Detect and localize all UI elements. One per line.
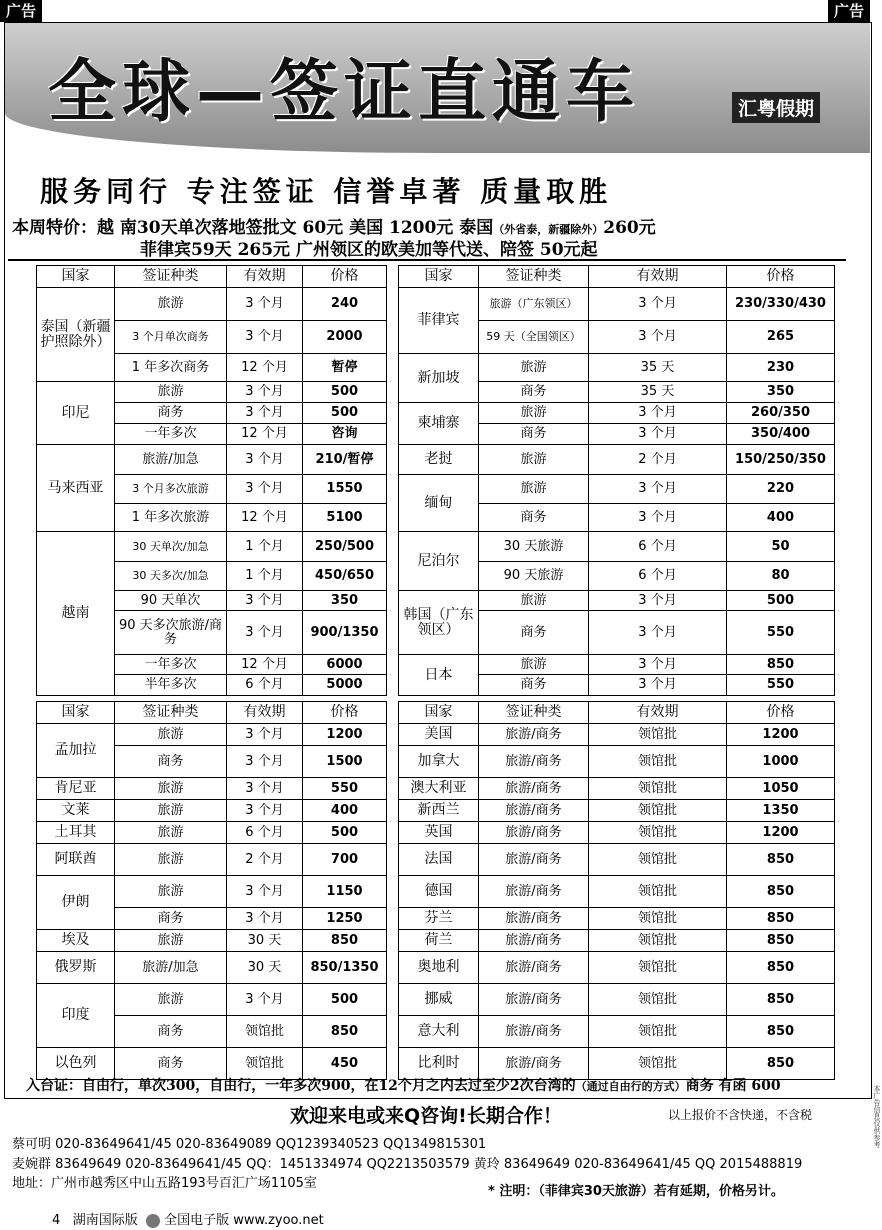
ad-tag-left: 广告 <box>0 0 42 22</box>
table-cell: 领馆批 <box>589 746 727 778</box>
table-cell: 半年多次 <box>115 675 227 696</box>
table-header <box>399 702 835 724</box>
table-cell: 700 <box>303 844 387 876</box>
table-cell: 领馆批 <box>589 984 727 1016</box>
table-cell: 德国 <box>399 876 479 908</box>
table-cell: 3 个月 <box>227 321 303 354</box>
table-cell: 30 天旅游 <box>479 532 589 562</box>
table-cell: 商务 <box>115 1016 227 1048</box>
table-cell: 220 <box>727 475 835 504</box>
table-cell: 土耳其 <box>37 822 115 844</box>
table-cell: 1000 <box>727 746 835 778</box>
header-country: 国家 <box>37 702 115 724</box>
table-cell: 旅游 <box>479 655 589 675</box>
table-row <box>37 724 387 746</box>
table-cell: 1050 <box>727 778 835 800</box>
table-cell: 59 天（全国领区） <box>479 321 589 354</box>
table-cell: 阿联酋 <box>37 844 115 876</box>
table-row <box>37 822 387 844</box>
table-cell: 旅游/商务 <box>479 746 589 778</box>
table-cell: 领馆批 <box>589 908 727 930</box>
table-row <box>37 778 387 800</box>
table-row <box>37 800 387 822</box>
table-cell: 商务 <box>479 675 589 696</box>
table-cell: 30 天多次/加急 <box>115 562 227 591</box>
page-footer <box>52 1209 324 1228</box>
table-cell: 1 个月 <box>227 562 303 591</box>
table-cell: 商务 <box>479 611 589 655</box>
table-cell: 500 <box>727 591 835 611</box>
table-cell: 3 个月 <box>227 445 303 475</box>
table-cell: 2 个月 <box>589 445 727 475</box>
table-cell: 旅游/加急 <box>115 445 227 475</box>
header-price: 价格 <box>303 266 387 288</box>
table-cell: 商务 <box>115 908 227 930</box>
table-cell: 法国 <box>399 844 479 876</box>
table-cell: 1 年多次旅游 <box>115 504 227 532</box>
table-cell: 文莱 <box>37 800 115 822</box>
table-cell: 30 天 <box>227 930 303 952</box>
table-cell: 850 <box>727 930 835 952</box>
table-cell: 3 个月 <box>227 876 303 908</box>
table-cell: 比利时 <box>399 1048 479 1080</box>
table-cell: 12 个月 <box>227 655 303 675</box>
table-row <box>399 724 835 746</box>
table-cell: 6 个月 <box>589 532 727 562</box>
table-cell: 尼泊尔 <box>399 532 479 591</box>
divider <box>8 259 846 261</box>
header-visa-type: 签证种类 <box>115 266 227 288</box>
table-cell: 450 <box>303 1048 387 1080</box>
table-cell: 老挝 <box>399 445 479 475</box>
table-cell: 暂停 <box>303 354 387 382</box>
table-cell: 265 <box>727 321 835 354</box>
table-cell: 旅游 <box>115 984 227 1016</box>
table-cell: 3 个月多次旅游 <box>115 475 227 504</box>
table-cell: 2 个月 <box>227 844 303 876</box>
table-cell: 加拿大 <box>399 746 479 778</box>
entry-permit-note: 入台证：自由行，单次300，自由行，一年多次900，在12个月之内去过至少2次台湾的（通过自由行的方式）商务 有函 600 <box>26 1078 781 1094</box>
table-cell: 1550 <box>303 475 387 504</box>
table-cell: 旅游/商务 <box>479 952 589 984</box>
table-cell: 90 天旅游 <box>479 562 589 591</box>
table-cell: 旅游/商务 <box>479 984 589 1016</box>
table-cell: 旅游 <box>479 445 589 475</box>
header-visa-type: 签证种类 <box>479 266 589 288</box>
table-cell: 孟加拉 <box>37 724 115 778</box>
table-cell: 5100 <box>303 504 387 532</box>
table-cell: 1 个月 <box>227 532 303 562</box>
price-note: 以上报价不含快递，不含税 <box>668 1108 813 1122</box>
table-row <box>399 1016 835 1048</box>
table-cell: 马来西亚 <box>37 445 115 532</box>
table-cell: 1200 <box>727 822 835 844</box>
table-cell: 3 个月单次商务 <box>115 321 227 354</box>
table-cell: 旅游/商务 <box>479 778 589 800</box>
table-cell: 90 天多次旅游/商务 <box>115 611 227 655</box>
table-row <box>37 288 387 321</box>
table-others <box>36 701 387 1080</box>
table-cell: 500 <box>303 382 387 403</box>
table-cell: 缅甸 <box>399 475 479 532</box>
table-cell: 领馆批 <box>589 822 727 844</box>
table-cell: 旅游 <box>479 403 589 424</box>
table-cell: 领馆批 <box>589 724 727 746</box>
table-header <box>399 266 835 288</box>
table-row <box>399 591 835 611</box>
table-cell: 400 <box>303 800 387 822</box>
table-cell: 旅游 <box>115 778 227 800</box>
table-cell: 850 <box>727 1016 835 1048</box>
table-cell: 3 个月 <box>227 908 303 930</box>
table-row <box>37 844 387 876</box>
table-cell: 1500 <box>303 746 387 778</box>
table-cell: 6000 <box>303 655 387 675</box>
table-cell: 30 天单次/加急 <box>115 532 227 562</box>
table-cell: 3 个月 <box>227 724 303 746</box>
table-cell: 1200 <box>303 724 387 746</box>
extension-note: * 注明：（菲律宾30天旅游）若有延期，价格另计。 <box>488 1184 784 1199</box>
table-cell: 越南 <box>37 532 115 696</box>
table-cell: 230/330/430 <box>727 288 835 321</box>
logo-icon <box>146 1214 160 1228</box>
table-cell: 150/250/350 <box>727 445 835 475</box>
table-row <box>399 984 835 1016</box>
specials-line-1: 本周特价：越 南30天单次落地签批文 60元 美国 1200元 泰国（外省泰，新疆除外）260元 <box>12 218 656 238</box>
table-cell: 500 <box>303 403 387 424</box>
table-row <box>399 908 835 930</box>
table-row <box>37 930 387 952</box>
table-cell: 伊朗 <box>37 876 115 930</box>
table-cell: 3 个月 <box>589 675 727 696</box>
table-cell: 850 <box>727 1048 835 1080</box>
table-row <box>37 984 387 1016</box>
table-cell: 500 <box>303 984 387 1016</box>
table-cell: 850 <box>727 984 835 1016</box>
table-cell: 俄罗斯 <box>37 952 115 984</box>
table-cell: 500 <box>303 822 387 844</box>
table-cell: 澳大利亚 <box>399 778 479 800</box>
table-row <box>399 800 835 822</box>
table-cell: 550 <box>727 675 835 696</box>
banner-title: 全球—签证直通车 <box>48 53 641 132</box>
table-cell: 850 <box>727 952 835 984</box>
table-cell: 350/400 <box>727 424 835 445</box>
table-cell: 意大利 <box>399 1016 479 1048</box>
table-cell: 旅游 <box>115 800 227 822</box>
table-cell: 900/1350 <box>303 611 387 655</box>
table-row <box>399 403 835 424</box>
table-cell: 旅游 <box>479 354 589 382</box>
table-cell: 柬埔寨 <box>399 403 479 445</box>
table-cell: 商务 <box>115 1048 227 1080</box>
table-cell: 咨询 <box>303 424 387 445</box>
table-cell: 3 个月 <box>227 611 303 655</box>
table-cell: 一年多次 <box>115 424 227 445</box>
table-cell: 旅游 <box>115 876 227 908</box>
contact-line-1: 蔡可明 020-83649641/45 020-83649089 QQ1239340523 QQ1349815301 <box>12 1137 487 1152</box>
table-cell: 2000 <box>303 321 387 354</box>
table-cell: 3 个月 <box>227 382 303 403</box>
table-cell: 旅游/商务 <box>479 908 589 930</box>
table-cell: 旅游/加急 <box>115 952 227 984</box>
table-cell: 旅游/商务 <box>479 724 589 746</box>
table-cell: 50 <box>727 532 835 562</box>
table-cell: 韩国（广东领区） <box>399 591 479 655</box>
table-asia-1 <box>36 265 387 696</box>
table-cell: 350 <box>727 382 835 403</box>
table-cell: 印度 <box>37 984 115 1048</box>
table-cell: 旅游（广东领区） <box>479 288 589 321</box>
table-cell: 商务 <box>479 424 589 445</box>
table-row <box>37 952 387 984</box>
welcome-text: 欢迎来电或来Q咨询!长期合作！ <box>290 1105 562 1127</box>
table-cell: 肯尼亚 <box>37 778 115 800</box>
table-cell: 1 年多次商务 <box>115 354 227 382</box>
table-row <box>37 445 387 475</box>
table-row <box>399 822 835 844</box>
table-row <box>399 532 835 562</box>
table-row <box>399 844 835 876</box>
header-validity: 有效期 <box>227 702 303 724</box>
table-cell: 印尼 <box>37 382 115 445</box>
table-row <box>399 930 835 952</box>
table-cell: 5000 <box>303 675 387 696</box>
table-cell: 210/暂停 <box>303 445 387 475</box>
table-cell: 90 天单次 <box>115 591 227 611</box>
table-cell: 1150 <box>303 876 387 908</box>
table-cell: 3 个月 <box>589 655 727 675</box>
table-cell: 领馆批 <box>589 844 727 876</box>
table-row <box>399 445 835 475</box>
table-cell: 35 天 <box>589 382 727 403</box>
table-cell: 12 个月 <box>227 504 303 532</box>
table-cell: 230 <box>727 354 835 382</box>
table-cell: 领馆批 <box>589 952 727 984</box>
table-cell: 旅游/商务 <box>479 822 589 844</box>
specials-line-2: 菲律宾59天 265元 广州领区的欧美加等代送、陪签 50元起 <box>140 240 598 260</box>
table-cell: 3 个月 <box>227 800 303 822</box>
table-row <box>399 475 835 504</box>
table-cell: 领馆批 <box>589 800 727 822</box>
table-row <box>399 655 835 675</box>
table-cell: 1200 <box>727 724 835 746</box>
header-price: 价格 <box>727 266 835 288</box>
contact-line-2: 麦婉群 83649649 020-83649641/45 QQ：1451334974 QQ2213503579 黄玲 83649649 020-83649641/45 QQ 2015488819 <box>12 1157 803 1172</box>
table-cell: 850 <box>727 655 835 675</box>
table-cell: 350 <box>303 591 387 611</box>
table-cell: 260/350 <box>727 403 835 424</box>
table-cell: 领馆批 <box>227 1016 303 1048</box>
table-cell: 3 个月 <box>227 403 303 424</box>
table-cell: 250/500 <box>303 532 387 562</box>
table-cell: 荷兰 <box>399 930 479 952</box>
table-header <box>37 702 387 724</box>
table-cell: 850 <box>727 908 835 930</box>
table-western <box>398 701 835 1080</box>
table-row <box>399 288 835 321</box>
header-validity: 有效期 <box>589 266 727 288</box>
table-cell: 3 个月 <box>227 746 303 778</box>
table-row <box>37 876 387 908</box>
table-cell: 80 <box>727 562 835 591</box>
table-cell: 850 <box>727 876 835 908</box>
table-cell: 850 <box>303 930 387 952</box>
table-cell: 3 个月 <box>589 504 727 532</box>
table-cell: 35 天 <box>589 354 727 382</box>
header-validity: 有效期 <box>227 266 303 288</box>
table-cell: 旅游 <box>115 930 227 952</box>
table-cell: 商务 <box>479 504 589 532</box>
table-cell: 3 个月 <box>589 475 727 504</box>
header-validity: 有效期 <box>589 702 727 724</box>
table-cell: 400 <box>727 504 835 532</box>
table-cell: 旅游/商务 <box>479 1016 589 1048</box>
table-cell: 菲律宾 <box>399 288 479 354</box>
table-cell: 6 个月 <box>589 562 727 591</box>
table-cell: 新西兰 <box>399 800 479 822</box>
brand-name: 汇粤假期 <box>732 92 820 123</box>
table-cell: 商务 <box>115 746 227 778</box>
table-row <box>37 532 387 562</box>
table-cell: 旅游/商务 <box>479 800 589 822</box>
address-line: 地址：广州市越秀区中山五路193号百汇广场1105室 <box>12 1176 317 1191</box>
table-cell: 3 个月 <box>227 778 303 800</box>
table-cell: 旅游 <box>479 475 589 504</box>
table-cell: 领馆批 <box>227 1048 303 1080</box>
table-cell: 一年多次 <box>115 655 227 675</box>
table-cell: 3 个月 <box>589 591 727 611</box>
table-cell: 3 个月 <box>589 424 727 445</box>
table-cell: 旅游/商务 <box>479 844 589 876</box>
table-cell: 旅游 <box>115 822 227 844</box>
header-price: 价格 <box>303 702 387 724</box>
table-cell: 3 个月 <box>227 984 303 1016</box>
table-cell: 6 个月 <box>227 822 303 844</box>
table-cell: 3 个月 <box>589 321 727 354</box>
table-cell: 550 <box>727 611 835 655</box>
ad-tag-right: 广告 <box>828 0 870 22</box>
table-cell: 850 <box>303 1016 387 1048</box>
table-cell: 商务 <box>479 382 589 403</box>
table-row <box>399 778 835 800</box>
header-country: 国家 <box>399 266 479 288</box>
table-cell: 3 个月 <box>589 611 727 655</box>
table-header <box>37 266 387 288</box>
table-cell: 新加坡 <box>399 354 479 403</box>
table-cell: 550 <box>303 778 387 800</box>
table-cell: 3 个月 <box>589 288 727 321</box>
table-cell: 1250 <box>303 908 387 930</box>
table-cell: 6 个月 <box>227 675 303 696</box>
table-cell: 日本 <box>399 655 479 696</box>
table-cell: 850/1350 <box>303 952 387 984</box>
table-cell: 领馆批 <box>589 1048 727 1080</box>
table-asia-2 <box>398 265 835 696</box>
table-cell: 12 个月 <box>227 424 303 445</box>
table-row <box>399 746 835 778</box>
table-cell: 旅游 <box>115 382 227 403</box>
table-cell: 3 个月 <box>589 403 727 424</box>
table-cell: 3 个月 <box>227 591 303 611</box>
site-link[interactable]: 全国电子版 www.zyoo.net <box>164 1213 324 1228</box>
table-cell: 奥地利 <box>399 952 479 984</box>
table-cell: 领馆批 <box>589 876 727 908</box>
header-country: 国家 <box>37 266 115 288</box>
table-row <box>399 876 835 908</box>
header-visa-type: 签证种类 <box>479 702 589 724</box>
table-cell: 旅游 <box>479 591 589 611</box>
table-cell: 埃及 <box>37 930 115 952</box>
table-cell: 美国 <box>399 724 479 746</box>
table-cell: 30 天 <box>227 952 303 984</box>
table-cell: 旅游 <box>115 724 227 746</box>
table-cell: 3 个月 <box>227 475 303 504</box>
table-cell: 旅游/商务 <box>479 1048 589 1080</box>
edition-name: 湖南国际版 <box>72 1213 138 1228</box>
table-cell: 12 个月 <box>227 354 303 382</box>
table-cell: 以色列 <box>37 1048 115 1080</box>
table-cell: 旅游/商务 <box>479 876 589 908</box>
slogan: 服务同行 专注签证 信誉卓著 质量取胜 <box>40 175 613 208</box>
side-note: 本广告信息仅供参考 <box>873 1085 881 1148</box>
page-number: 4 <box>52 1213 61 1228</box>
table-cell: 850 <box>727 844 835 876</box>
table-cell: 3 个月 <box>227 288 303 321</box>
table-cell: 泰国（新疆护照除外） <box>37 288 115 382</box>
table-cell: 1350 <box>727 800 835 822</box>
table-row <box>399 354 835 382</box>
table-row <box>399 952 835 984</box>
table-cell: 英国 <box>399 822 479 844</box>
table-cell: 240 <box>303 288 387 321</box>
table-cell: 商务 <box>115 403 227 424</box>
table-cell: 旅游 <box>115 844 227 876</box>
header-country: 国家 <box>399 702 479 724</box>
table-cell: 领馆批 <box>589 778 727 800</box>
table-cell: 领馆批 <box>589 1016 727 1048</box>
table-cell: 芬兰 <box>399 908 479 930</box>
table-cell: 旅游/商务 <box>479 930 589 952</box>
table-row <box>37 382 387 403</box>
header-price: 价格 <box>727 702 835 724</box>
table-cell: 450/650 <box>303 562 387 591</box>
table-cell: 旅游 <box>115 288 227 321</box>
header-visa-type: 签证种类 <box>115 702 227 724</box>
table-cell: 领馆批 <box>589 930 727 952</box>
table-cell: 挪威 <box>399 984 479 1016</box>
